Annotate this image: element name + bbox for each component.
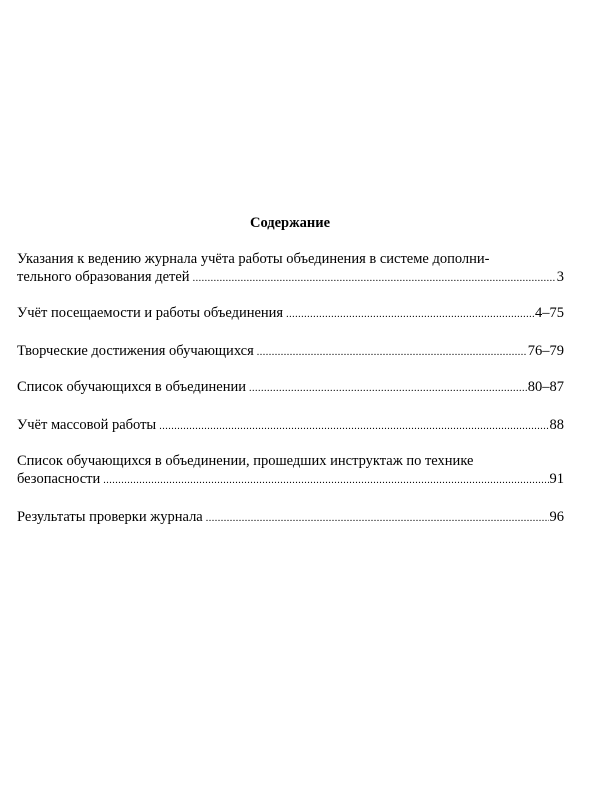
dot-leader	[193, 270, 556, 288]
toc-entry-text: Учёт посещаемости и работы объединения	[17, 305, 284, 321]
dot-leader	[159, 418, 548, 436]
toc-entry-mass-work	[17, 416, 564, 436]
toc-entry-page: 91	[549, 471, 564, 487]
dot-leader	[249, 380, 527, 398]
toc-entry-leader	[17, 304, 564, 324]
toc-entry-text: Результаты проверки журнала	[17, 509, 203, 525]
toc-entry-text: Творческие достижения обучающихся	[17, 343, 254, 359]
toc-entry-guidelines	[17, 250, 564, 288]
toc-title: Содержание	[249, 215, 331, 231]
toc-entry-page: 96	[549, 509, 564, 525]
toc-entry-page: 3	[556, 269, 564, 285]
dot-leader	[257, 344, 527, 362]
toc-entry-text: Учёт массовой работы	[17, 417, 157, 433]
dot-leader	[206, 510, 549, 528]
toc-entry-leader	[17, 508, 564, 528]
toc-entry-leader	[17, 470, 564, 490]
toc-entry-text: безопасности	[17, 471, 101, 487]
toc-entry-page: 4–75	[535, 305, 564, 321]
toc-entry-leader	[17, 268, 564, 288]
dot-leader	[286, 306, 534, 324]
toc-entry-text-line: Список обучающихся в объединении, прошедших инструктаж по технике	[17, 453, 474, 469]
toc-entry-leader	[17, 416, 564, 436]
toc-entry-text: тельного образования детей	[17, 269, 190, 285]
dot-leader	[103, 472, 548, 490]
toc-entry-leader	[17, 378, 564, 398]
toc-entry-page: 80–87	[527, 379, 564, 395]
toc-entry-text-line: Указания к ведению журнала учёта работы объединения в системе дополни-	[17, 251, 490, 267]
toc-entry-leader	[17, 342, 564, 362]
toc-entry-attendance	[17, 304, 564, 324]
toc-entry-page: 76–79	[527, 343, 564, 359]
toc-entry-safety-briefing	[17, 452, 564, 490]
toc-entry-text: Список обучающихся в объединении	[17, 379, 247, 395]
toc-entry-journal-check	[17, 508, 564, 528]
toc-entry-students-list	[17, 378, 564, 398]
toc-entry-achievements	[17, 342, 564, 362]
toc-entry-page: 88	[549, 417, 564, 433]
